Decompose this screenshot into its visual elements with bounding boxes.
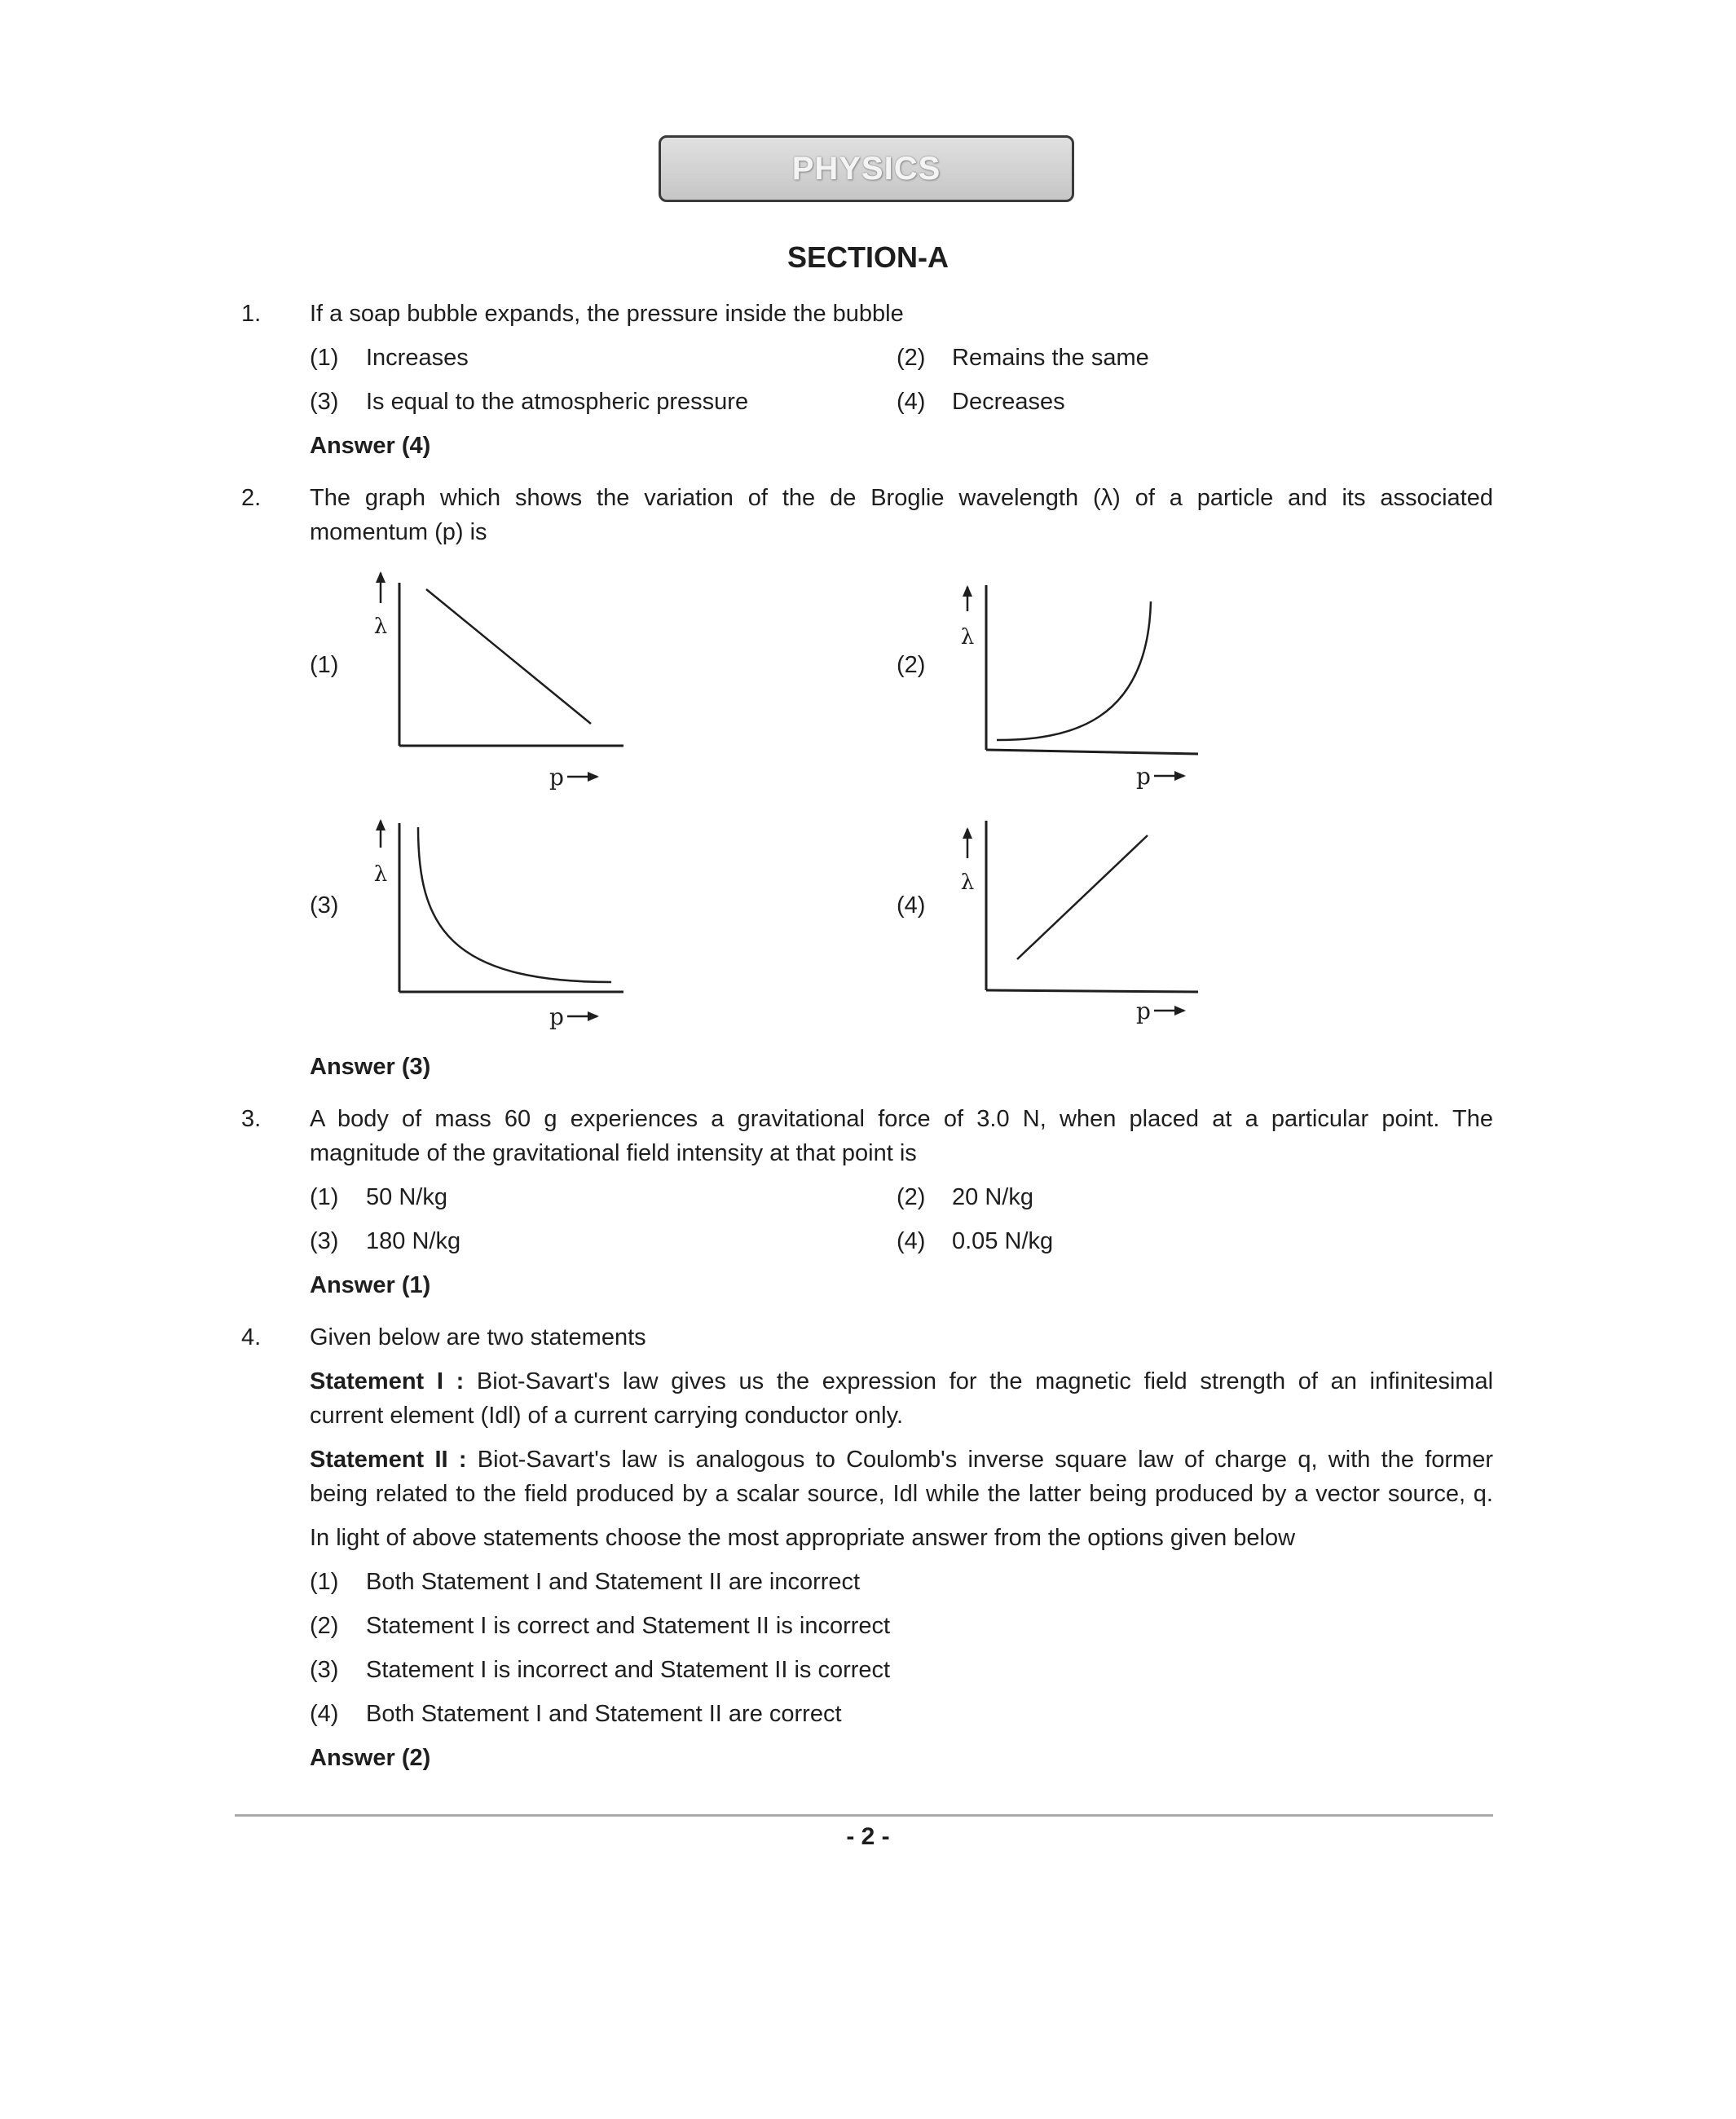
option-text: 50 N/kg <box>366 1184 447 1210</box>
instruction-text: In light of above statements choose the most appropriate answer from the options given below <box>310 1525 1296 1551</box>
y-axis-label: λ <box>960 625 975 650</box>
graph-option-3 <box>359 811 644 1043</box>
option-number: (2) <box>897 345 926 371</box>
footer-divider <box>235 1814 1493 1817</box>
statement-1 <box>310 1364 1493 1399</box>
graph-option-2 <box>945 570 1231 803</box>
option-text: Is equal to the atmospheric pressure <box>366 389 749 415</box>
page-number: - 2 - <box>846 1823 890 1850</box>
statement-text: current element (Idl) of a current carrying conductor only. <box>310 1403 904 1429</box>
x-axis <box>986 990 1198 992</box>
question-text: A body of mass 60 g experiences a gravitational force of 3.0 N, when placed at a particular point. The <box>310 1106 1493 1132</box>
x-axis-label: p <box>549 764 564 791</box>
question-number: 2. <box>241 485 262 511</box>
option-text: 20 N/kg <box>952 1184 1033 1210</box>
x-axis <box>986 750 1198 754</box>
statement-text: Biot-Savart's law gives us the expression for the magnetic field strength of an infinitesimal <box>476 1368 1494 1394</box>
option-text: Remains the same <box>952 345 1149 371</box>
question-number: 4. <box>241 1324 262 1350</box>
option-number: (1) <box>310 1569 339 1595</box>
question-text: magnitude of the gravitational field intensity at that point is <box>310 1140 917 1166</box>
option-text: 180 N/kg <box>366 1228 461 1254</box>
statement-2 <box>310 1443 1493 1477</box>
question-text: Given below are two statements <box>310 1324 646 1350</box>
answer: Answer (3) <box>310 1054 431 1080</box>
option-number: (2) <box>897 1184 926 1210</box>
option-number: (3) <box>310 1657 339 1683</box>
question-text: The graph which shows the variation of the de Broglie wavelength (λ) of a particle and its associated <box>310 485 1493 511</box>
option-number: (3) <box>310 389 339 415</box>
y-axis-label: λ <box>960 870 975 895</box>
graph-option-number: (1) <box>310 652 339 678</box>
y-axis-label: λ <box>373 862 388 887</box>
option-text: Increases <box>366 345 469 371</box>
curve-hyperbola <box>418 827 611 982</box>
y-axis-label: λ <box>373 615 388 639</box>
curve-line <box>426 589 591 724</box>
statement-text: Biot-Savart's law is analogous to Coulomb's inverse square law of charge q, with the former <box>477 1447 1493 1473</box>
option-text: Statement I is correct and Statement II is incorrect <box>366 1613 891 1639</box>
graph-option-number: (2) <box>897 652 926 678</box>
answer: Answer (1) <box>310 1272 431 1298</box>
subject-banner <box>659 135 1074 202</box>
graph-option-4 <box>945 811 1231 1043</box>
option-text: Both Statement I and Statement II are correct <box>366 1701 842 1727</box>
subject-title: PHYSICS <box>791 150 941 187</box>
option-number: (4) <box>310 1701 339 1727</box>
option-text: Statement I is incorrect and Statement II is correct <box>366 1657 891 1683</box>
option-number: (4) <box>897 1228 926 1254</box>
graph-option-number: (4) <box>897 892 926 919</box>
statement-label: Statement I : <box>310 1368 465 1394</box>
option-number: (2) <box>310 1613 339 1639</box>
option-number: (1) <box>310 1184 339 1210</box>
option-number: (1) <box>310 345 339 371</box>
curve-increasing <box>997 601 1151 740</box>
statement-label: Statement II : <box>310 1447 467 1473</box>
option-number: (4) <box>897 389 926 415</box>
x-axis-label: p <box>549 1003 564 1030</box>
statement-text: being related to the field produced by a scalar source, Idl while the latter being produced by a vector source, q. <box>310 1481 1493 1507</box>
question-number: 3. <box>241 1106 262 1132</box>
graph-option-1 <box>359 566 644 799</box>
section-heading: SECTION-A <box>787 240 949 274</box>
x-axis-label: p <box>1136 998 1151 1024</box>
option-text: Both Statement I and Statement II are incorrect <box>366 1569 861 1595</box>
option-text: 0.05 N/kg <box>952 1228 1054 1254</box>
x-axis-label: p <box>1136 763 1151 790</box>
question-number: 1. <box>241 301 262 327</box>
curve-line <box>1017 835 1148 959</box>
graph-option-number: (3) <box>310 892 339 919</box>
answer: Answer (4) <box>310 433 431 459</box>
answer: Answer (2) <box>310 1745 431 1771</box>
option-text: Decreases <box>952 389 1065 415</box>
question-text: momentum (p) is <box>310 519 487 545</box>
question-text: If a soap bubble expands, the pressure inside the bubble <box>310 301 904 327</box>
option-number: (3) <box>310 1228 339 1254</box>
